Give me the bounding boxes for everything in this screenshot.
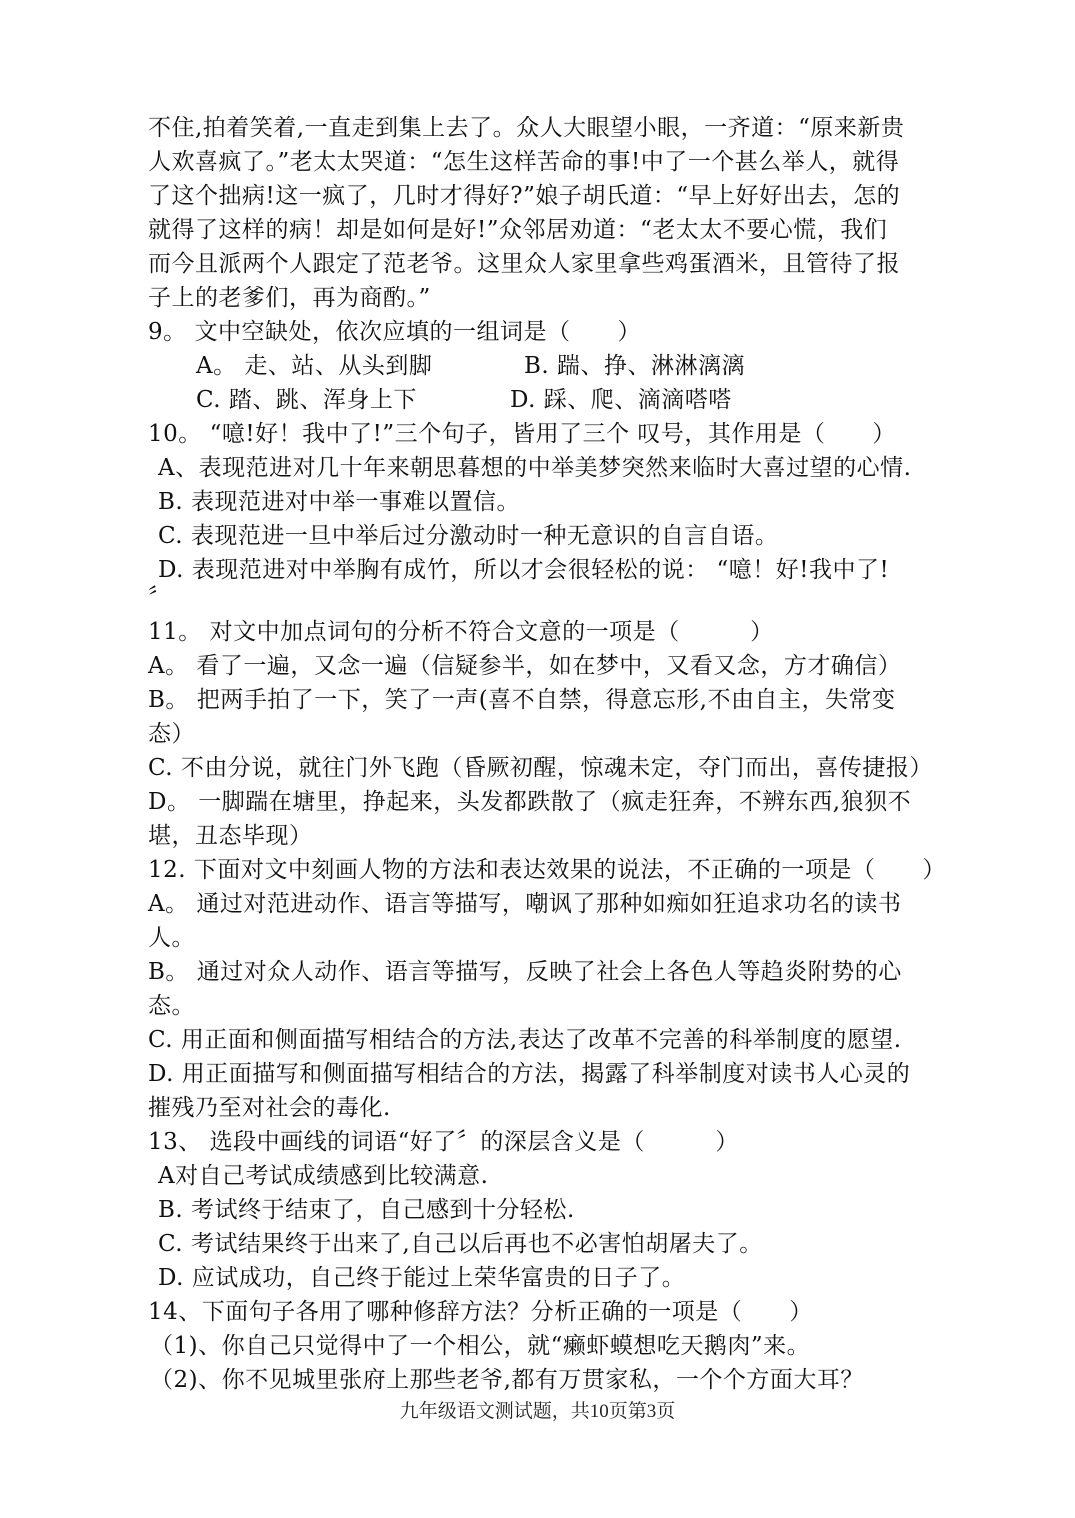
option-a: A、表现范进对几十年来朝思暮想的中举美梦突然来临时大喜过望的心情. <box>158 455 912 481</box>
option-c: C. 表现范进一旦中举后过分激动时一种无意识的自言自语。 <box>158 523 779 549</box>
passage-line: 不住,拍着笑着,一直走到集上去了。众人大眼望小眼，一齐道：“原来新贵 <box>148 115 905 141</box>
option-b: B. 表现范进对中举一事难以置信。 <box>158 489 521 515</box>
question-stem: 9。 文中空缺处，依次应填的一组词是（ ） <box>148 319 641 345</box>
question-stem: 13、 选段中画线的词语“好了〞的深层含义是（ ） <box>148 1129 739 1155</box>
sentence-item-2: （2)、你不见城里张府上那些老爷,都有万贯家私，一个个方面大耳？ <box>150 1367 864 1393</box>
option-d-continued: 堪，丑态毕现） <box>148 823 313 849</box>
option-d: D。 一脚踹在塘里，挣起来，头发都跌散了（疯走狂奔，不辨东西,狼狈不 <box>148 789 912 815</box>
option-b: B。 把两手拍了一下，笑了一声(喜不自禁，得意忘形,不由自主，失常变 <box>148 687 896 713</box>
passage-line: 子上的老爹们，再为商酌。” <box>148 285 431 311</box>
question-stem: 14、下面句子各用了哪种修辞方法？分析正确的一项是（ ） <box>148 1299 813 1325</box>
passage-line: 了这个拙病!这一疯了，几时才得好?”娘子胡氏道：“早上好好出去，怎的 <box>148 183 901 209</box>
option-d: D. 应试成功，自己终于能过上荣华富贵的日子了。 <box>158 1265 686 1291</box>
option-c: C. 用正面和侧面描写相结合的方法,表达了改革不完善的科举制度的愿望. <box>148 1027 902 1053</box>
passage-line: 人欢喜疯了。”老太太哭道：“怎生这样苦命的事!中了一个甚么举人，就得 <box>148 149 900 175</box>
page-footer: 九年级语文测试题，共10页第3页 <box>399 1401 676 1422</box>
option-a: A对自己考试成绩感到比较满意. <box>158 1163 489 1189</box>
option-a: A。 走、站、从头到脚 <box>196 353 433 379</box>
option-a-continued: 人。 <box>148 925 195 951</box>
option-b: B。 通过对众人动作、语言等描写，反映了社会上各色人等趋炎附势的心 <box>148 959 902 985</box>
option-a: A。 看了一遍，又念一遍（信疑参半，如在梦中，又看又念，方才确信） <box>148 653 902 679</box>
option-b-continued: 态） <box>148 721 195 747</box>
question-stem: 10。 “噫!好！我中了!”三个句子，皆用了三个 叹号，其作用是（ ） <box>148 421 896 447</box>
option-d: D. 表现范进对中举胸有成竹，所以才会很轻松的说： “噫！好!我中了! <box>158 557 890 583</box>
sentence-item-1: （1)、你自己只觉得中了一个相公，就“癞虾蟆想吃天鹅肉”来。 <box>150 1333 811 1359</box>
question-stem: 12. 下面对文中刻画人物的方法和表达效果的说法，不正确的一项是（ ） <box>148 857 946 883</box>
option-d-continued: 〞 <box>148 585 172 611</box>
question-stem: 11。 对文中加点词句的分析不符合文意的一项是（ ） <box>148 619 774 645</box>
option-a: A。 通过对范进动作、语言等描写，嘲讽了那种如痴如狂追求功名的读书 <box>148 891 902 917</box>
option-d: D. 用正面描写和侧面描写相结合的方法，揭露了科举制度对读书人心灵的 <box>148 1061 911 1087</box>
option-b: B. 考试终于结束了，自己感到十分轻松. <box>158 1197 575 1223</box>
option-d-continued: 摧残乃至对社会的毒化. <box>148 1095 391 1121</box>
option-c: C. 踏、跳、浑身上下 <box>196 387 417 413</box>
option-d: D. 踩、爬、滴滴嗒嗒 <box>510 387 732 413</box>
option-b-continued: 态。 <box>148 993 195 1019</box>
option-c: C. 考试结果终于出来了,自己以后再也不必害怕胡屠夫了。 <box>158 1231 763 1257</box>
option-b: B. 踹、挣、淋淋漓漓 <box>524 353 746 379</box>
passage-line: 而今且派两个人跟定了范老爷。这里众人家里拿些鸡蛋酒米，且管待了报 <box>148 251 900 277</box>
option-c: C. 不由分说，就往门外飞跑（昏厥初醒，惊魂未定，夺门而出，喜传捷报） <box>148 755 933 781</box>
passage-line: 就得了这样的病！却是如何是好!”众邻居劝道：“老太太不要心慌，我们 <box>148 217 888 243</box>
